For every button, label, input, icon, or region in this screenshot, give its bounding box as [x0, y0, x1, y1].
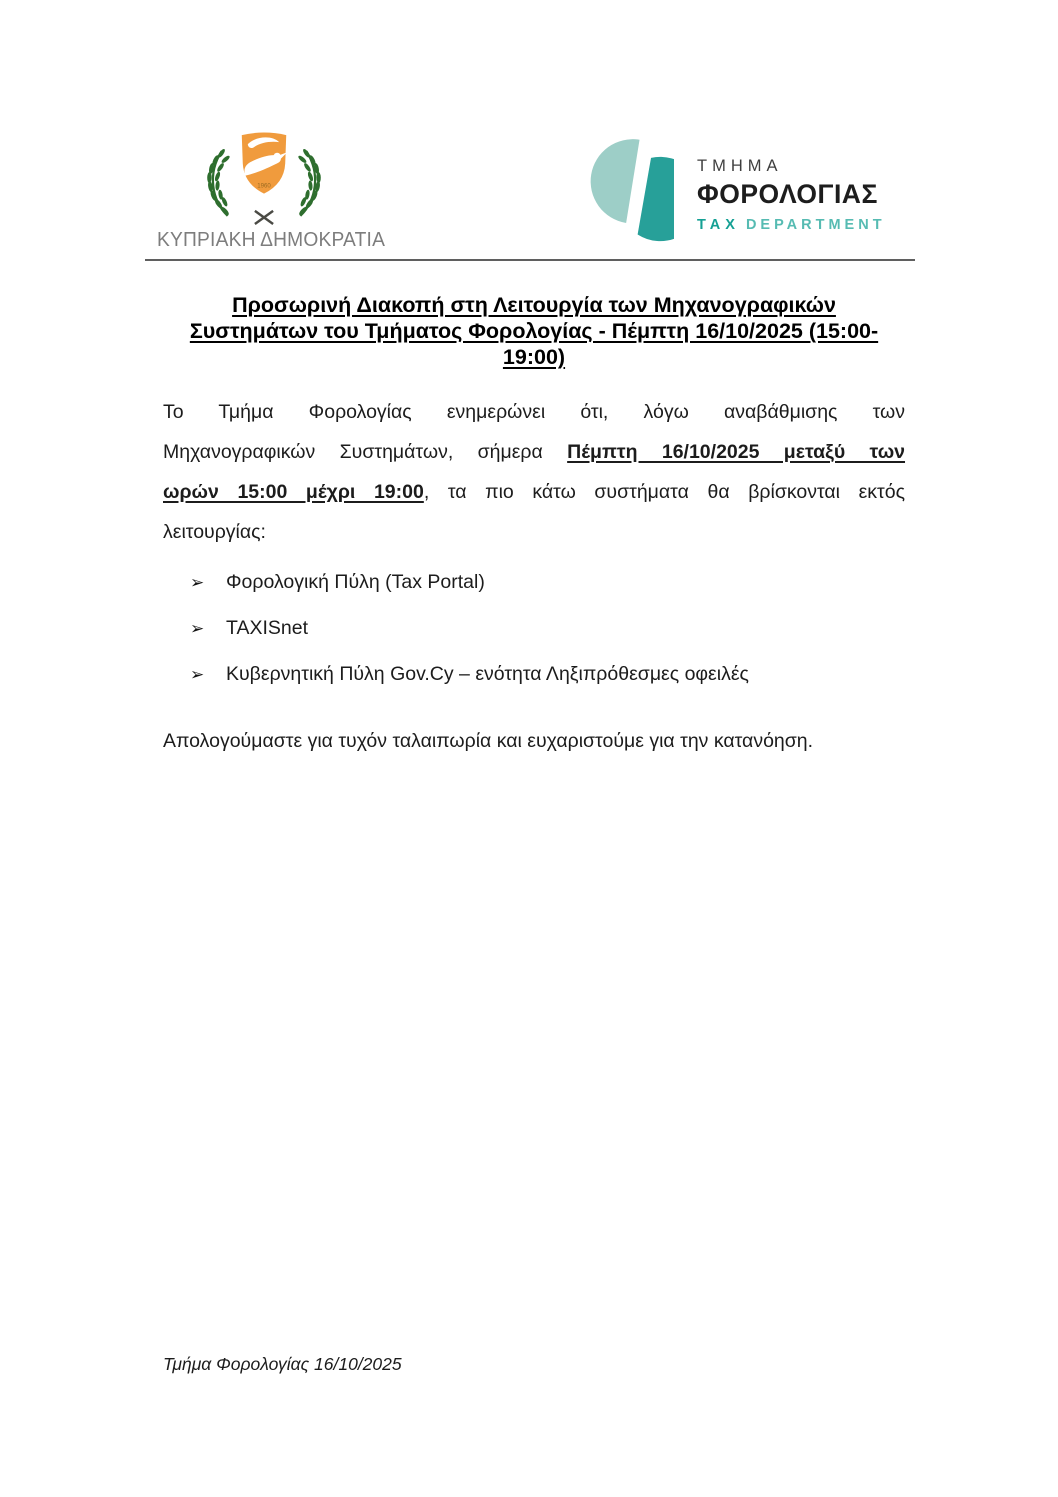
logo-tax-label: ΤΑΧ	[697, 217, 740, 233]
list-item-taxisnet	[163, 608, 905, 649]
footer-signature: Τμήμα Φορολογίας 16/10/2025	[163, 1354, 402, 1374]
emblem-year: 1960	[257, 183, 271, 190]
title-line-3: 19:00)	[502, 345, 566, 369]
olive-branch-right	[297, 148, 321, 216]
list-item-text: Φορολογική Πύλη (Tax Portal)	[226, 571, 485, 593]
logo-light-half	[591, 139, 640, 223]
tax-department-logo-text	[697, 157, 897, 233]
list-item-govcy	[163, 654, 905, 695]
intro-line-1	[163, 392, 905, 432]
arrow-bullet-icon: ➢	[190, 665, 205, 685]
arrow-bullet-icon: ➢	[190, 573, 205, 593]
logo-department-label: DEPARTMENT	[745, 217, 886, 233]
olive-branch-left	[207, 148, 231, 216]
logo-line-tax-department	[697, 217, 897, 233]
emblem-country-label: ΚΥΠΡΙΑΚΗ ΔΗΜΟΚΡΑΤΙΑ	[157, 229, 386, 251]
document-header	[0, 0, 1058, 262]
intro-line-3-text: , τα πιο κάτω συστήματα θα βρίσκονται εκτός	[423, 481, 905, 503]
intro-line-3	[163, 472, 905, 512]
closing-paragraph: Απολογούμαστε για τυχόν ταλαιπωρία και ευχαριστούμε για την κατανόηση.	[163, 730, 814, 752]
logo-dark-half	[638, 157, 674, 241]
intro-line-4-text: λειτουργίας:	[163, 521, 266, 543]
cyprus-coat-of-arms-icon	[197, 129, 331, 226]
crossed-stems	[255, 211, 273, 224]
affected-systems-list	[163, 562, 905, 695]
intro-line-3-highlight: ωρών 15:00 μέχρι 19:00	[163, 481, 424, 503]
arrow-bullet-icon: ➢	[190, 619, 205, 639]
document-title	[163, 292, 905, 370]
tax-department-logo-icon	[584, 133, 674, 246]
title-line-1: Προσωρινή Διακοπή στη Λειτουργία των Μηχανογραφικών	[232, 293, 836, 317]
title-line-2: Συστημάτων του Τμήματος Φορολογίας - Πέμπτη 16/10/2025 (15:00-	[189, 319, 879, 343]
document-content	[0, 292, 1058, 761]
intro-line-1-text: Το Τμήμα Φορολογίας ενημερώνει ότι, λόγω αναβάθμισης των	[163, 401, 905, 423]
list-item-text: Κυβερνητική Πύλη Gov.Cy – ενότητα Ληξιπρόθεσμες οφειλές	[226, 663, 749, 685]
intro-line-2-highlight: Πέμπτη 16/10/2025 μεταξύ των	[567, 441, 906, 463]
intro-line-2	[163, 432, 905, 472]
logo-line-tmima: ΤΜΗΜΑ	[697, 157, 783, 175]
intro-line-2-text: Μηχανογραφικών Συστημάτων, σήμερα	[163, 441, 568, 463]
list-item-text: TAXISnet	[226, 617, 309, 639]
list-item-tax-portal	[163, 562, 905, 603]
intro-paragraph	[163, 392, 905, 552]
header-divider	[145, 259, 915, 261]
intro-line-4	[163, 512, 905, 552]
logo-line-forologias: ΦΟΡΟΛΟΓΙΑΣ	[697, 179, 878, 209]
